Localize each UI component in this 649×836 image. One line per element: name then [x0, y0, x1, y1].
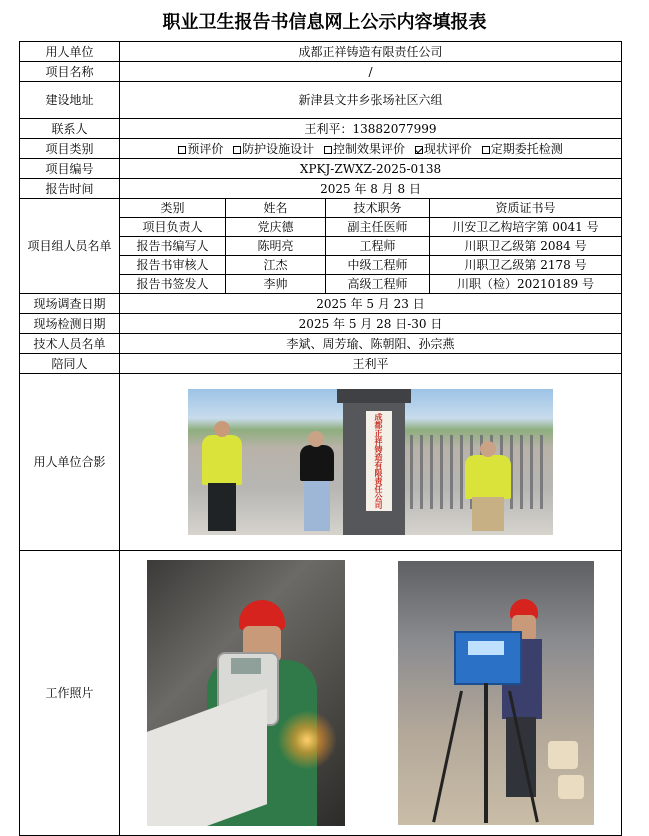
team-cell: 川职卫乙级第 2178 号 [430, 256, 622, 275]
team-header-row [20, 199, 622, 218]
checkbox-icon[interactable] [233, 146, 241, 154]
address-value: 新津县文井乡张场社区六组 [120, 82, 622, 119]
work-photos-row [120, 554, 621, 832]
checkbox-icon[interactable] [324, 146, 332, 154]
work-photo-1 [147, 560, 345, 826]
team-cell: 报告书签发人 [120, 275, 226, 294]
project-name-label: 项目名称 [20, 62, 120, 82]
work-photo-label: 工作照片 [20, 551, 120, 836]
team-cell: 江杰 [226, 256, 326, 275]
category-options [120, 139, 622, 159]
row-address [20, 82, 622, 119]
work-photos-cell [120, 551, 622, 836]
detect-date-value: 2025 年 5 月 28 日-30 日 [120, 314, 622, 334]
project-name-value: / [120, 62, 622, 82]
group-photo [188, 389, 553, 535]
employer-label: 用人单位 [20, 42, 120, 62]
report-time-label: 报告时间 [20, 179, 120, 199]
tech-staff-label: 技术人员名单 [20, 334, 120, 354]
team-cell: 李帅 [226, 275, 326, 294]
row-category [20, 139, 622, 159]
team-cell: 报告书审核人 [120, 256, 226, 275]
checkbox-icon[interactable] [178, 146, 186, 154]
category-option[interactable]: 现状评价 [415, 142, 472, 156]
team-cell: 川职卫乙级第 2084 号 [430, 237, 622, 256]
team-cell: 报告书编写人 [120, 237, 226, 256]
row-tech-staff [20, 334, 622, 354]
row-project-no [20, 159, 622, 179]
category-option[interactable]: 预评价 [178, 142, 223, 156]
checkbox-icon[interactable] [415, 146, 423, 154]
team-cell: 副主任医师 [326, 218, 430, 237]
team-cell: 项目负责人 [120, 218, 226, 237]
row-contact [20, 119, 622, 139]
project-no-value: XPKJ-ZWXZ-2025-0138 [120, 159, 622, 179]
team-cell: 党庆德 [226, 218, 326, 237]
row-work-photo [20, 551, 622, 836]
row-employer [20, 42, 622, 62]
row-project-name [20, 62, 622, 82]
report-time-value: 2025 年 8 月 8 日 [120, 179, 622, 199]
survey-date-label: 现场调查日期 [20, 294, 120, 314]
project-no-label: 项目编号 [20, 159, 120, 179]
group-photo-cell [120, 374, 622, 551]
category-option[interactable]: 防护设施设计 [233, 142, 314, 156]
group-photo-label: 用人单位合影 [20, 374, 120, 551]
employer-value: 成都正祥铸造有限责任公司 [120, 42, 622, 62]
page-title: 职业卫生报告书信息网上公示内容填报表 [162, 12, 487, 33]
team-header-name: 姓名 [226, 199, 326, 218]
category-label: 项目类别 [20, 139, 120, 159]
row-survey-date [20, 294, 622, 314]
work-photo-2 [398, 561, 594, 825]
contact-value: 王利平：13882077999 [120, 119, 622, 139]
tech-staff-value: 李斌、周芳瑜、陈朝阳、孙宗燕 [120, 334, 622, 354]
escort-label: 陪同人 [20, 354, 120, 374]
address-label: 建设地址 [20, 82, 120, 119]
row-report-time [20, 179, 622, 199]
team-cell: 工程师 [326, 237, 430, 256]
company-sign-text: 成都正祥铸造有限责任公司 [374, 413, 383, 509]
survey-date-value: 2025 年 5 月 23 日 [120, 294, 622, 314]
team-cell: 川职（检）20210189 号 [430, 275, 622, 294]
escort-value: 王利平 [120, 354, 622, 374]
team-label: 项目组人员名单 [20, 199, 120, 294]
team-header-category: 类别 [120, 199, 226, 218]
checkbox-icon[interactable] [482, 146, 490, 154]
team-cell: 陈明亮 [226, 237, 326, 256]
report-form-table [19, 41, 622, 836]
team-cell: 川安卫乙构培字第 0041 号 [430, 218, 622, 237]
detect-date-label: 现场检测日期 [20, 314, 120, 334]
row-group-photo [20, 374, 622, 551]
category-option[interactable]: 定期委托检测 [482, 142, 563, 156]
team-header-cert: 资质证书号 [430, 199, 622, 218]
team-cell: 高级工程师 [326, 275, 430, 294]
category-option[interactable]: 控制效果评价 [324, 142, 405, 156]
team-header-title: 技术职务 [326, 199, 430, 218]
team-cell: 中级工程师 [326, 256, 430, 275]
contact-label: 联系人 [20, 119, 120, 139]
row-detect-date [20, 314, 622, 334]
row-escort [20, 354, 622, 374]
